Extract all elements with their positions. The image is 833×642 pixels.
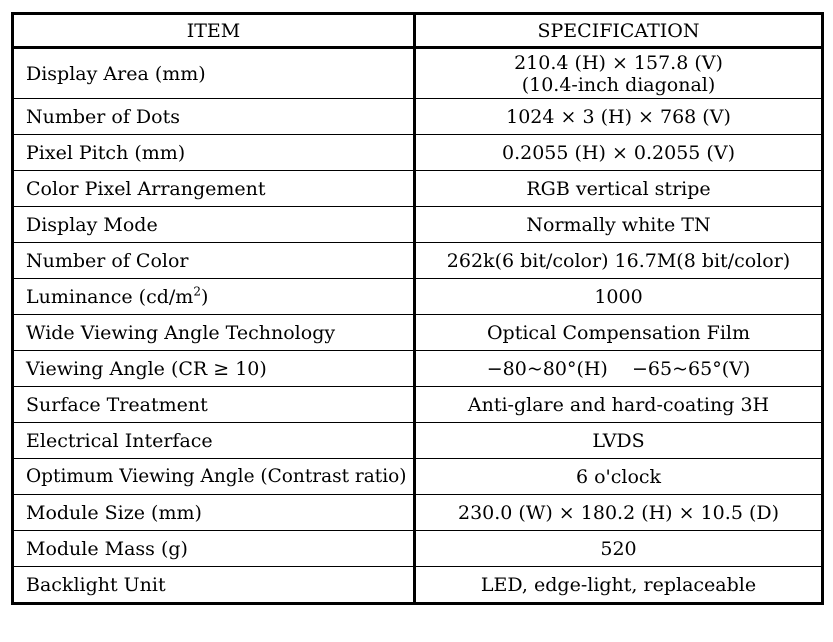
spec-cell: LVDS: [415, 423, 823, 459]
item-cell: Optimum Viewing Angle (Contrast ratio): [13, 459, 415, 495]
spec-cell: 262k(6 bit/color) 16.7M(8 bit/color): [415, 243, 823, 279]
superscript: 2: [193, 284, 201, 299]
table-row: [13, 459, 823, 495]
spec-line: (10.4-inch diagonal): [521, 73, 716, 96]
table-row: [13, 315, 823, 351]
spec-cell: LED, edge-light, replaceable: [415, 567, 823, 604]
item-cell: Number of Color: [13, 243, 415, 279]
spec-cell: 230.0 (W) × 180.2 (H) × 10.5 (D): [415, 495, 823, 531]
item-cell: [13, 279, 415, 315]
item-cell: Electrical Interface: [13, 423, 415, 459]
spec-cell: 1000: [415, 279, 823, 315]
spec-cell: −80~80°(H) −65~65°(V): [415, 351, 823, 387]
spec-cell: 0.2055 (H) × 0.2055 (V): [415, 135, 823, 171]
table-row: [13, 99, 823, 135]
item-text: ): [200, 285, 209, 308]
spec-cell: [415, 48, 823, 99]
spec-line: 210.4 (H) × 157.8 (V): [514, 51, 723, 74]
spec-cell: Anti-glare and hard-coating 3H: [415, 387, 823, 423]
spec-cell: Optical Compensation Film: [415, 315, 823, 351]
item-cell: Surface Treatment: [13, 387, 415, 423]
table-row: [13, 171, 823, 207]
header-item: ITEM: [13, 14, 415, 48]
header-specification: SPECIFICATION: [415, 14, 823, 48]
item-cell: Display Area (mm): [13, 48, 415, 99]
table-row: [13, 279, 823, 315]
spec-cell: RGB vertical stripe: [415, 171, 823, 207]
item-cell: Display Mode: [13, 207, 415, 243]
table-row: [13, 135, 823, 171]
spec-cell: 520: [415, 531, 823, 567]
item-cell: Backlight Unit: [13, 567, 415, 604]
item-cell: Pixel Pitch (mm): [13, 135, 415, 171]
item-cell: Color Pixel Arrangement: [13, 171, 415, 207]
spec-cell: Normally white TN: [415, 207, 823, 243]
header-row: [13, 14, 823, 48]
item-cell: Wide Viewing Angle Technology: [13, 315, 415, 351]
specification-table: [11, 12, 824, 605]
table-row: [13, 567, 823, 604]
table-row: [13, 531, 823, 567]
table-row: [13, 387, 823, 423]
spec-cell: 6 o'clock: [415, 459, 823, 495]
item-cell: Number of Dots: [13, 99, 415, 135]
table-row: [13, 207, 823, 243]
item-cell: Module Mass (g): [13, 531, 415, 567]
table-row: [13, 48, 823, 99]
spec-cell: 1024 × 3 (H) × 768 (V): [415, 99, 823, 135]
item-text: Luminance (cd/m: [26, 285, 194, 308]
item-cell: Module Size (mm): [13, 495, 415, 531]
table-row: [13, 423, 823, 459]
table-row: [13, 243, 823, 279]
table-row: [13, 351, 823, 387]
item-cell: Viewing Angle (CR ≥ 10): [13, 351, 415, 387]
table-row: [13, 495, 823, 531]
